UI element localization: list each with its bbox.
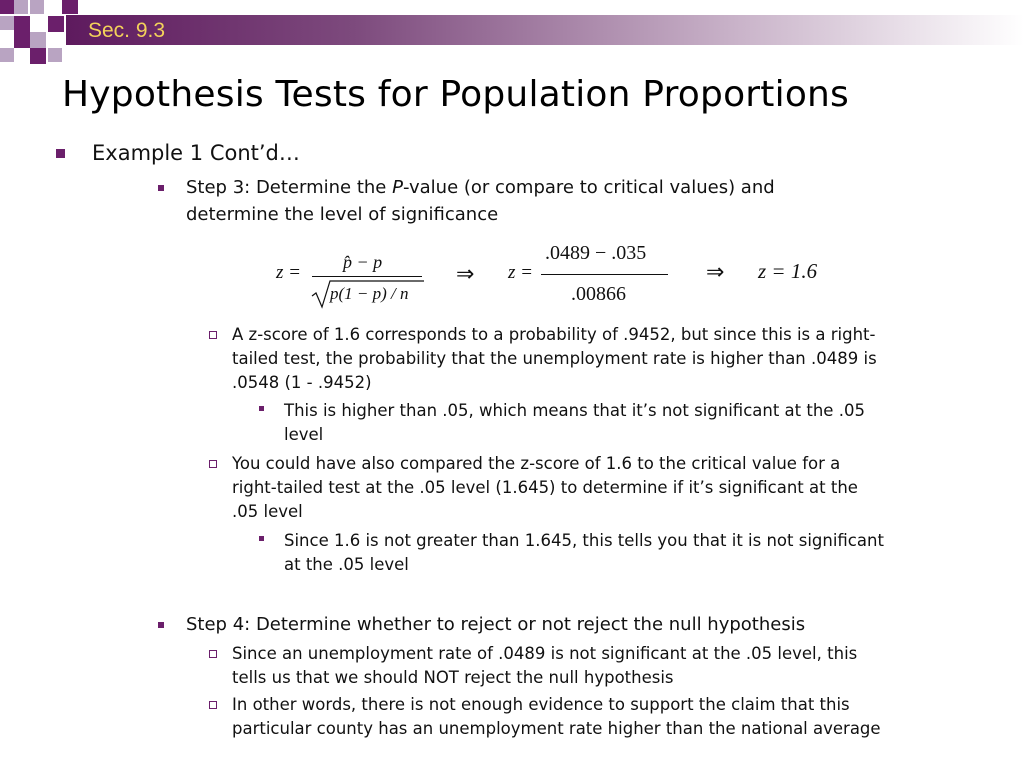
decor-square [0,48,14,62]
step4: Step 4: Determine whether to reject or not reject the null hypothesis [186,614,806,635]
arrow-icon: ⇒ [706,259,725,284]
formula-num2: .0489 − .035 [545,242,647,264]
s3-sub1-line1: A z-score of 1.6 corresponds to a probability of .9452, but since this is a right- [232,325,876,344]
step3-line1-post: -value (or compare to critical values) and [402,177,775,198]
bullet-small-square [259,406,264,411]
decor-square [0,0,14,14]
formula-result: z = 1.6 [758,259,818,283]
decor-square [0,16,14,30]
step3-line1 [186,174,775,201]
s3-sub2-line3: .05 level [232,502,303,521]
s3-sub2-detail-line1: Since 1.6 is not greater than 1.645, this tells you that it is not significant [284,531,884,550]
decor-square [14,32,30,48]
s3-sub1-line2: tailed test, the probability that the unemployment rate is higher than .0489 is [232,349,877,368]
s3-sub2-line1: You could have also compared the z-score of 1.6 to the critical value for a [232,454,841,473]
bullet-square [56,149,65,158]
s4-sub2-line1: In other words, there is not enough evidence to support the claim that this [232,695,850,714]
bullet-hollow [209,331,217,339]
s3-sub1-line3: .0548 (1 - .9452) [232,373,372,392]
s4-sub1-line2: tells us that we should NOT reject the null hypothesis [232,668,674,687]
formula-num1: p̂ − p [343,252,383,272]
decor-square [14,16,30,32]
formula-fraction-line [541,274,668,275]
example-heading: Example 1 Cont’d… [92,141,300,165]
bullet-square [158,622,164,628]
formula-z1: z = [276,262,301,283]
decor-square [14,0,28,14]
formula-den1: p(1 − p) / n [330,284,409,303]
decor-square [30,0,44,14]
s3-sub2-line2: right-tailed test at the .05 level (1.645) to determine if it’s significant at the [232,478,858,497]
bullet-square [158,185,164,191]
step3-line1-p: P [392,177,403,198]
decor-square [62,0,78,14]
formula-fraction-line [312,276,422,277]
bullet-hollow [209,650,217,658]
section-label: Sec. 9.3 [88,19,166,42]
s3-sub1-detail-line1: This is higher than .05, which means that it’s not significant at the .05 [284,401,865,420]
step3-line2: determine the level of significance [186,204,499,225]
formula-z2: z = [508,262,533,283]
s4-sub1-line1: Since an unemployment rate of .0489 is not significant at the .05 level, this [232,644,858,663]
bullet-small-square [259,536,264,541]
decor-square [30,32,46,48]
s3-sub1-detail-line2: level [284,425,324,444]
decor-square [48,16,64,32]
bullet-hollow [209,460,217,468]
s4-sub2-line2: particular county has an unemployment rate higher than the national average [232,719,881,738]
bullet-hollow [209,701,217,709]
step3-line1-pre: Step 3: Determine the [186,177,393,198]
header-bar [66,15,1024,45]
formula-den2: .00866 [571,283,626,305]
decor-square [30,48,46,64]
page-title: Hypothesis Tests for Population Proportions [62,74,850,115]
decor-square [48,48,62,62]
arrow-icon: ⇒ [456,261,475,286]
s3-sub2-detail-line2: at the .05 level [284,555,409,574]
